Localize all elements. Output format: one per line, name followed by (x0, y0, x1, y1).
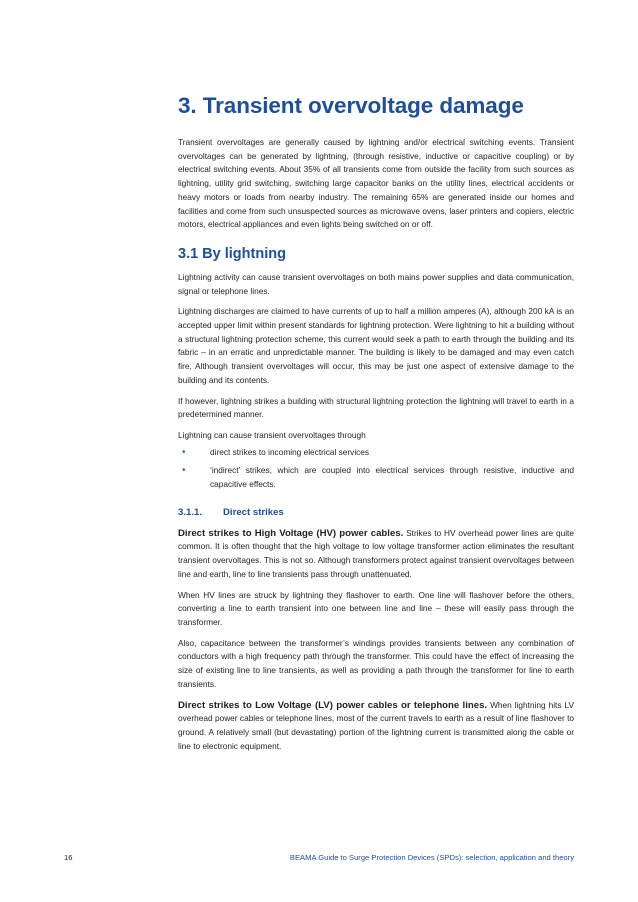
direct-strikes-paragraph-2: When HV lines are struck by lightning they flashover to earth. One line will flashover before the others, converting a line to earth transient into one between line and line – these will easily pass through the transformer. (178, 589, 574, 627)
hv-paragraph (178, 527, 574, 582)
section-heading-3-1: 3.1 By lightning (178, 245, 286, 262)
intro-paragraph: Transient overvoltages are generally caused by lightning and/or electrical switching events. Transient overvoltages can be generated by lightning, (through resistive, inductive or capacitive coupling) or by electrical switching events. About 35% of all transients come from outside the facility from such sources as lightning, utility grid switching, switching large capacitor banks on the utility lines, electrical accidents or heavy motors or loads from nearby industry. The remaining 65% are generated inside our homes and facilities and come from such unsuspected sources as microwave ovens, laser printers and copiers, electric motors, electrical appliances and even lights being switched on or off. (178, 137, 574, 230)
list-item (178, 464, 574, 491)
lightning-bullet-list (178, 446, 574, 492)
lightning-paragraph-3: If however, lightning strikes a building with structural lightning protection the lightning will travel to earth in a predetermined manner. (178, 395, 574, 420)
list-item (178, 446, 574, 460)
hv-lead-text: Direct strikes to High Voltage (HV) power cables. (178, 527, 404, 539)
lv-lead-text: Direct strikes to Low Voltage (LV) power cables or telephone lines. (178, 699, 488, 711)
direct-strikes-paragraph-3: Also, capacitance between the transformer’s windings provides transients between any combination of conductors with a high frequency path through the transformer. This could have the effect of increasing the size of existing line to line transients, as well as providing a path through the transformer for line to earth transients. (178, 637, 574, 689)
hv-body-text: Strikes to HV overhead power lines are quite common. It is often thought that the high voltage to low voltage transformer action eliminates the resultant transient overvoltages. This is not so. Although transformers protect against transient overvoltages between line and earth, line to line transients pass through unattenuated. (178, 527, 574, 579)
bullet-icon: • (182, 446, 186, 458)
lv-body-text: When lightning hits LV overhead power cables or telephone lines, most of the current travels to earth as a result of line flashover to ground. A relatively small (but devastating) portion of the lightning current is transmitted along the cable or line to electronic equipment. (178, 699, 574, 751)
lightning-paragraph-1: Lightning activity can cause transient overvoltages on both mains power supplies and data communication, signal or telephone lines. (178, 271, 574, 296)
footer-title: BEAMA Guide to Surge Protection Devices (SPDs): selection, application and theory (289, 853, 574, 862)
subsection-title: Direct strikes (223, 506, 284, 518)
subsection-number: 3.1.1. (178, 506, 203, 518)
subsection-heading-3-1-1 (178, 506, 574, 520)
bullet-icon: • (182, 465, 186, 477)
lightning-paragraph-2: Lightning discharges are claimed to have currents of up to half a million amperes (A), although 200 kA is an accepted upper limit within present standards for lightning protection. Were lightning to hit a building without a structural lightning protection scheme, this current would seek a path to earth through the building and its fabric – in an erratic and unpredictable manner. The building is likely to be damaged and may even catch fire. Although transient overvoltages will occur, this may be just one aspect of extensive damage to the building and its contents. (178, 306, 574, 385)
page-number: 16 (64, 853, 73, 862)
list-item-text: ‘indirect’ strikes, which are coupled into electrical services through resistive, inductive and capacitive effects. (210, 465, 574, 490)
lightning-paragraph-4: Lightning can cause transient overvoltages through (178, 429, 366, 440)
lv-paragraph (178, 699, 574, 754)
list-item-text: direct strikes to incoming electrical services (210, 446, 370, 457)
page-content (178, 92, 574, 760)
chapter-heading: 3. Transient overvoltage damage (178, 93, 524, 118)
